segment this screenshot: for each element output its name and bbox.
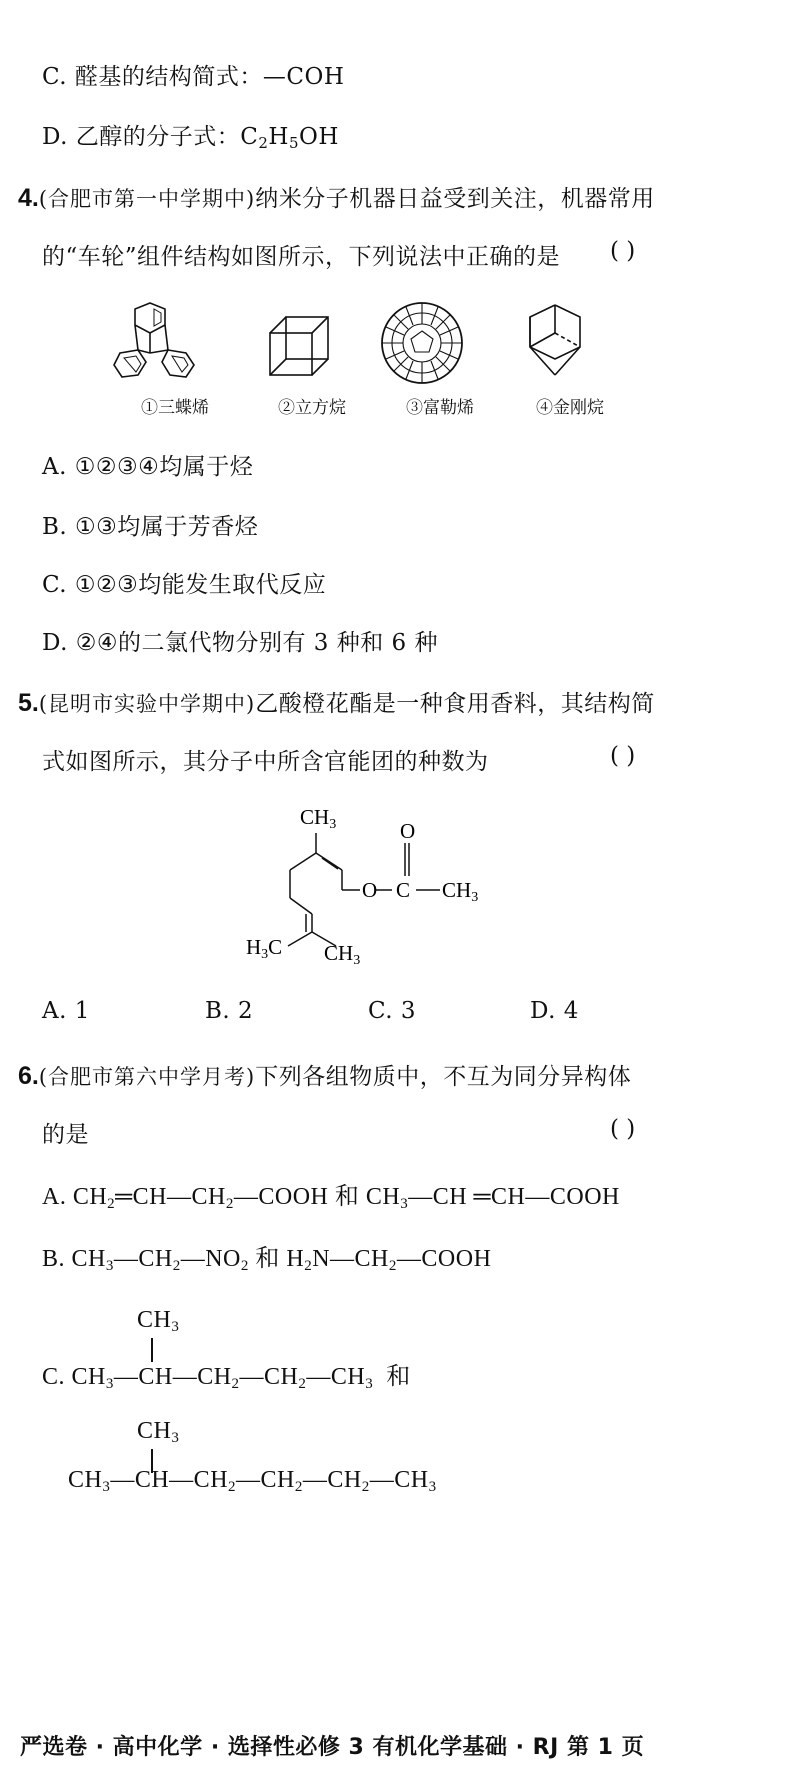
q5-option-b[interactable]: B. 2: [205, 998, 254, 1024]
q5-ch3-right: CH3: [442, 878, 479, 905]
q4-stem-line1: 4.(合肥市第一中学期中)纳米分子机器日益受到关注，机器常用: [18, 184, 655, 212]
q6-answer-paren[interactable]: ( ): [610, 1116, 636, 1142]
q6-option-b[interactable]: B. $CH_3—CH_2—NO_2$ 和 $H_2N—CH_2—COOH$: [42, 1246, 492, 1274]
q3-option-d: D. 乙醇的分子式：$C_2H_5OH$: [42, 124, 339, 152]
q3-option-c: C. 醛基的结构简式：—COH: [42, 64, 345, 90]
caption-cubane: ②立方烷: [278, 398, 346, 418]
caption-triptycene: ①三蝶烯: [141, 398, 209, 418]
q5-stem-line2: 式如图所示，其分子中所含官能团的种数为: [42, 749, 489, 775]
q5-source: (昆明市实验中学期中): [38, 692, 256, 716]
q4-number: 4.: [18, 184, 39, 212]
q5-stem-line1: 5.(昆明市实验中学期中)乙酸橙花酯是一种食用香料，其结构简: [18, 689, 655, 717]
q4-answer-paren[interactable]: ( ): [610, 238, 636, 264]
q4-option-a[interactable]: A. ①②③④均属于烃: [42, 454, 254, 480]
q6-c-branch-1: $CH_3$: [137, 1307, 180, 1335]
triptycene-structure: [114, 303, 194, 377]
q4-option-d[interactable]: D. ②④的二氯代物分别有 3 种和 6 种: [42, 630, 438, 656]
q5-ch3-bottom: CH3: [324, 941, 361, 968]
q5-h3c-left: H3C: [246, 935, 283, 962]
fullerene-structure: [382, 303, 462, 383]
caption-adamantane: ④金刚烷: [536, 398, 604, 418]
q4-option-c[interactable]: C. ①②③均能发生取代反应: [42, 572, 327, 598]
q5-structure: [230, 798, 490, 973]
q5-option-c[interactable]: C. 3: [368, 998, 417, 1024]
q5-o-carbonyl: O: [400, 819, 416, 843]
q5-number: 5.: [18, 689, 39, 717]
adamantane-structure: [530, 305, 580, 375]
q5-option-a[interactable]: A. 1: [42, 998, 90, 1024]
q6-stem-line1: 6.(合肥市第六中学月考)下列各组物质中，不互为同分异构体: [18, 1062, 632, 1090]
q4-source: (合肥市第一中学期中): [38, 187, 256, 211]
q6-number: 6.: [18, 1062, 39, 1090]
cubane-structure: [270, 317, 328, 375]
q6-option-a[interactable]: A. $CH_2═CH—CH_2—COOH$ 和 $CH_3—CH$ ═CH—COOH: [42, 1184, 620, 1212]
q5-answer-paren[interactable]: ( ): [610, 743, 636, 769]
q6-stem-line2: 的是: [42, 1122, 89, 1148]
q4-stem-line2: 的“车轮”组件结构如图所示，下列说法中正确的是: [42, 244, 561, 270]
q6-source: (合肥市第六中学月考): [38, 1065, 256, 1089]
q6-option-c[interactable]: C. $CH_3—CH—CH_2—CH_2—CH_3$ 和: [42, 1364, 411, 1392]
page-footer: 严选卷 · 高中化学 · 选择性必修 3 有机化学基础 · RJ 第 1 页: [20, 1735, 645, 1760]
q5-c-carbonyl: C: [396, 878, 411, 902]
q4-figure: [110, 295, 610, 390]
q4-option-b[interactable]: B. ①③均属于芳香烃: [42, 514, 259, 540]
q6-option-c-second: $CH_3—CH—CH_2—CH_2—CH_2—CH_3$: [68, 1467, 437, 1495]
q6-c-branch-2: $CH_3$: [137, 1418, 180, 1446]
q5-option-d[interactable]: D. 4: [530, 998, 579, 1024]
caption-fullerene: ③富勒烯: [406, 398, 474, 418]
q5-o-ester: O: [362, 878, 378, 902]
q5-ch3-top: CH3: [300, 805, 337, 832]
